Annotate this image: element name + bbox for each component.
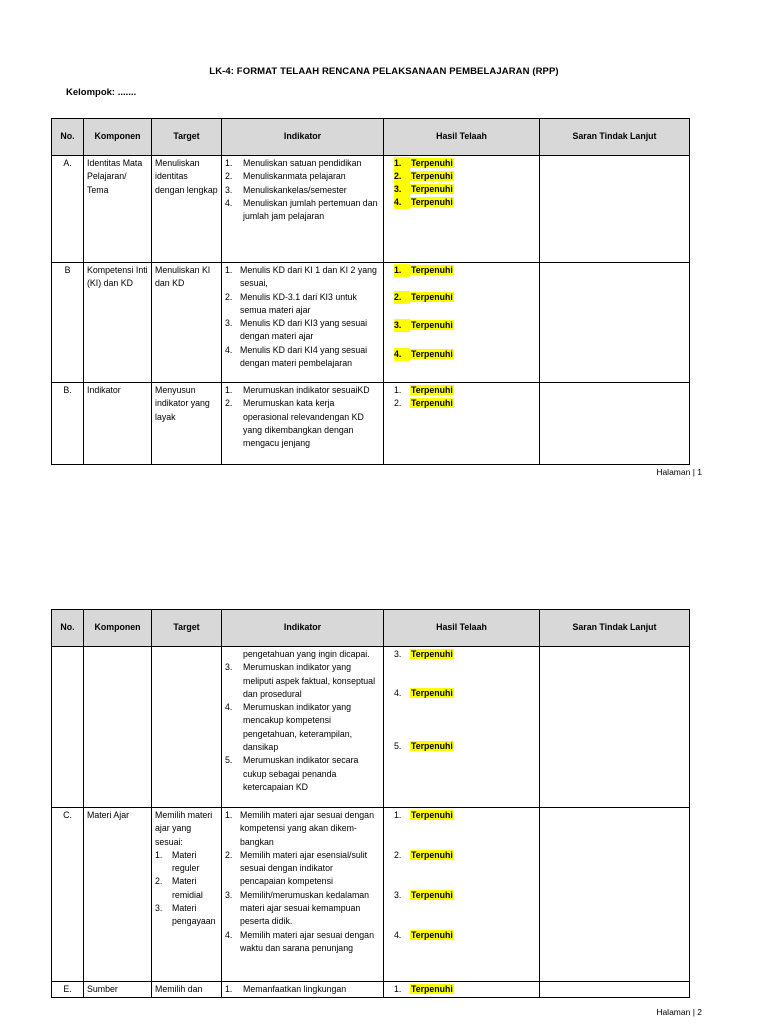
- target-item: 1. Materi reguler: [155, 849, 200, 874]
- indikator-item: 3. Menulis KD dari KI3 yang sesuai dengan materi ajar: [225, 318, 368, 342]
- hasil-item: 2. Terpenuhi: [394, 170, 454, 183]
- row-target: [152, 647, 222, 808]
- target-text: Memilih materi ajar yang sesuai:: [155, 810, 213, 847]
- row-number: B.: [52, 383, 84, 465]
- hasil-item: 4. Terpenuhi: [394, 688, 453, 698]
- row-hasil-telaah: [384, 982, 540, 998]
- row-saran: [540, 156, 690, 263]
- row-hasil-telaah: [384, 263, 540, 383]
- row-number: B: [52, 263, 84, 383]
- row-indikator: [222, 982, 384, 998]
- row-hasil-telaah: [384, 647, 540, 808]
- row-hasil-telaah: [384, 383, 540, 465]
- row-indikator: [222, 383, 384, 465]
- hasil-item: 4. Terpenuhi: [394, 930, 453, 940]
- indikator-item: 1. Memanfaatkan lingkungan: [225, 984, 347, 994]
- document-title: LK-4: FORMAT TELAAH RENCANA PELAKSANAAN PEMBELAJARAN (RPP): [209, 66, 559, 77]
- page-footer-2: Halaman | 2: [656, 1007, 702, 1017]
- row-komponen: Materi Ajar: [84, 808, 152, 982]
- table-row: [52, 383, 690, 465]
- hasil-item: 2. Terpenuhi: [394, 850, 453, 860]
- hasil-item: 1. Terpenuhi: [394, 810, 453, 820]
- hasil-item: 1. Terpenuhi: [394, 264, 454, 277]
- header-hasil-telaah: Hasil Telaah: [384, 610, 540, 647]
- table-row: [52, 982, 690, 998]
- row-target: [152, 808, 222, 982]
- review-table-page-1: [51, 118, 690, 465]
- header-no: No.: [52, 119, 84, 156]
- hasil-item: 4. Terpenuhi: [394, 196, 454, 209]
- indikator-item: 3. Merumuskan indikator yang meliputi aspek faktual, konseptual dan prosedural: [225, 662, 376, 699]
- hasil-item: 1. Terpenuhi: [394, 385, 453, 395]
- indikator-item: 2. Menulis KD-3.1 dari KI3 untuk semua materi ajar: [225, 291, 357, 315]
- indikator-item: 1. Memilih materi ajar sesuai dengan kompetensi yang akan dikem-bangkan: [225, 810, 374, 847]
- table-row: [52, 647, 690, 808]
- hasil-item: 4. Terpenuhi: [394, 348, 454, 361]
- indikator-item: 4. Menulis KD dari KI4 yang sesuai dengan materi pembelajaran: [225, 344, 368, 369]
- row-number: E.: [52, 982, 84, 998]
- row-number: [52, 647, 84, 808]
- group-label: Kelompok: .......: [66, 87, 137, 98]
- indikator-item: 1. Menuliskan satuan pendidikan: [225, 158, 362, 168]
- row-target: Menuliskan identitas dengan lengkap: [152, 156, 222, 263]
- header-saran: Saran Tindak Lanjut: [540, 119, 690, 156]
- row-komponen: Identitas Mata Pelajaran/ Tema: [84, 156, 152, 263]
- indikator-item: 3. Menuliskankelas/semester: [225, 184, 347, 195]
- header-target: Target: [152, 119, 222, 156]
- hasil-item: 3. Terpenuhi: [394, 890, 453, 900]
- row-saran: [540, 808, 690, 982]
- table-header-row: [52, 610, 690, 647]
- indikator-item: 1. Menulis KD dari KI 1 dan KI 2 yang sesuai,: [225, 265, 377, 289]
- row-target: Menuliskan KI dan KD: [152, 263, 222, 383]
- table-row: [52, 263, 690, 383]
- indikator-continuation: pengetahuan yang ingin dicapai.: [243, 649, 370, 659]
- hasil-item: 2. Terpenuhi: [394, 398, 453, 408]
- row-target: Memilih dan: [152, 982, 222, 998]
- review-table-page-2: [51, 609, 690, 998]
- row-komponen: Sumber: [84, 982, 152, 998]
- hasil-item: 1. Terpenuhi: [394, 157, 454, 170]
- row-indikator: [222, 647, 384, 808]
- row-saran: [540, 383, 690, 465]
- row-saran: [540, 647, 690, 808]
- header-hasil-telaah: Hasil Telaah: [384, 119, 540, 156]
- table-header-row: [52, 119, 690, 156]
- header-no: No.: [52, 610, 84, 647]
- indikator-item: 4. Menuliskan jumlah pertemuan dan jumlah jam pelajaran: [225, 197, 378, 222]
- hasil-item: 1. Terpenuhi: [394, 984, 453, 994]
- indikator-item: 3. Memilih/merumuskan kedalaman materi ajar sesuai kemampuan peserta didik.: [225, 889, 370, 927]
- indikator-item: 1. Merumuskan indikator sesuaiKD: [225, 385, 370, 395]
- indikator-item: 2. Merumuskan kata kerja operasional relevandengan KD yang dikembangkan dengan mengacu jenjang: [225, 398, 364, 449]
- header-komponen: Komponen: [84, 610, 152, 647]
- row-hasil-telaah: [384, 808, 540, 982]
- row-saran: [540, 263, 690, 383]
- header-saran: Saran Tindak Lanjut: [540, 610, 690, 647]
- hasil-item: 3. Terpenuhi: [394, 183, 454, 196]
- header-target: Target: [152, 610, 222, 647]
- row-komponen: Kompetensi Inti (KI) dan KD: [84, 263, 152, 383]
- indikator-item: 2. Menuliskanmata pelajaran: [225, 171, 346, 182]
- hasil-item: 3. Terpenuhi: [394, 319, 454, 332]
- hasil-item: 2. Terpenuhi: [394, 291, 454, 304]
- row-komponen: Indikator: [84, 383, 152, 465]
- table-row: [52, 156, 690, 263]
- indikator-item: 5. Merumuskan indikator secara cukup sebagai penanda ketercapaian KD: [225, 755, 359, 792]
- row-indikator: [222, 808, 384, 982]
- row-number: A.: [52, 156, 84, 263]
- row-komponen: [84, 647, 152, 808]
- header-komponen: Komponen: [84, 119, 152, 156]
- header-indikator: Indikator: [222, 610, 384, 647]
- row-target: Menyusun indikator yang layak: [152, 383, 222, 465]
- row-saran: [540, 982, 690, 998]
- indikator-item: 4. Merumuskan indikator yang mencakup kompetensi pengetahuan, keterampilan, dansikap: [225, 702, 353, 753]
- row-number: C.: [52, 808, 84, 982]
- target-item: 2. Materi remidial: [155, 876, 203, 900]
- header-indikator: Indikator: [222, 119, 384, 156]
- row-indikator: [222, 156, 384, 263]
- target-item: 3. Materi pengayaan: [155, 903, 216, 927]
- hasil-item: 5. Terpenuhi: [394, 741, 453, 751]
- row-hasil-telaah: [384, 156, 540, 263]
- page-footer-1: Halaman | 1: [656, 467, 702, 477]
- indikator-item: 2. Memilih materi ajar esensial/sulit sesuai dengan indikator pencapaian kompetensi: [225, 849, 368, 887]
- row-indikator: [222, 263, 384, 383]
- hasil-item: 3. Terpenuhi: [394, 649, 453, 659]
- indikator-item: 4. Memilih materi ajar sesuai dengan waktu dan sarana penunjang: [225, 929, 374, 953]
- table-row: [52, 808, 690, 982]
